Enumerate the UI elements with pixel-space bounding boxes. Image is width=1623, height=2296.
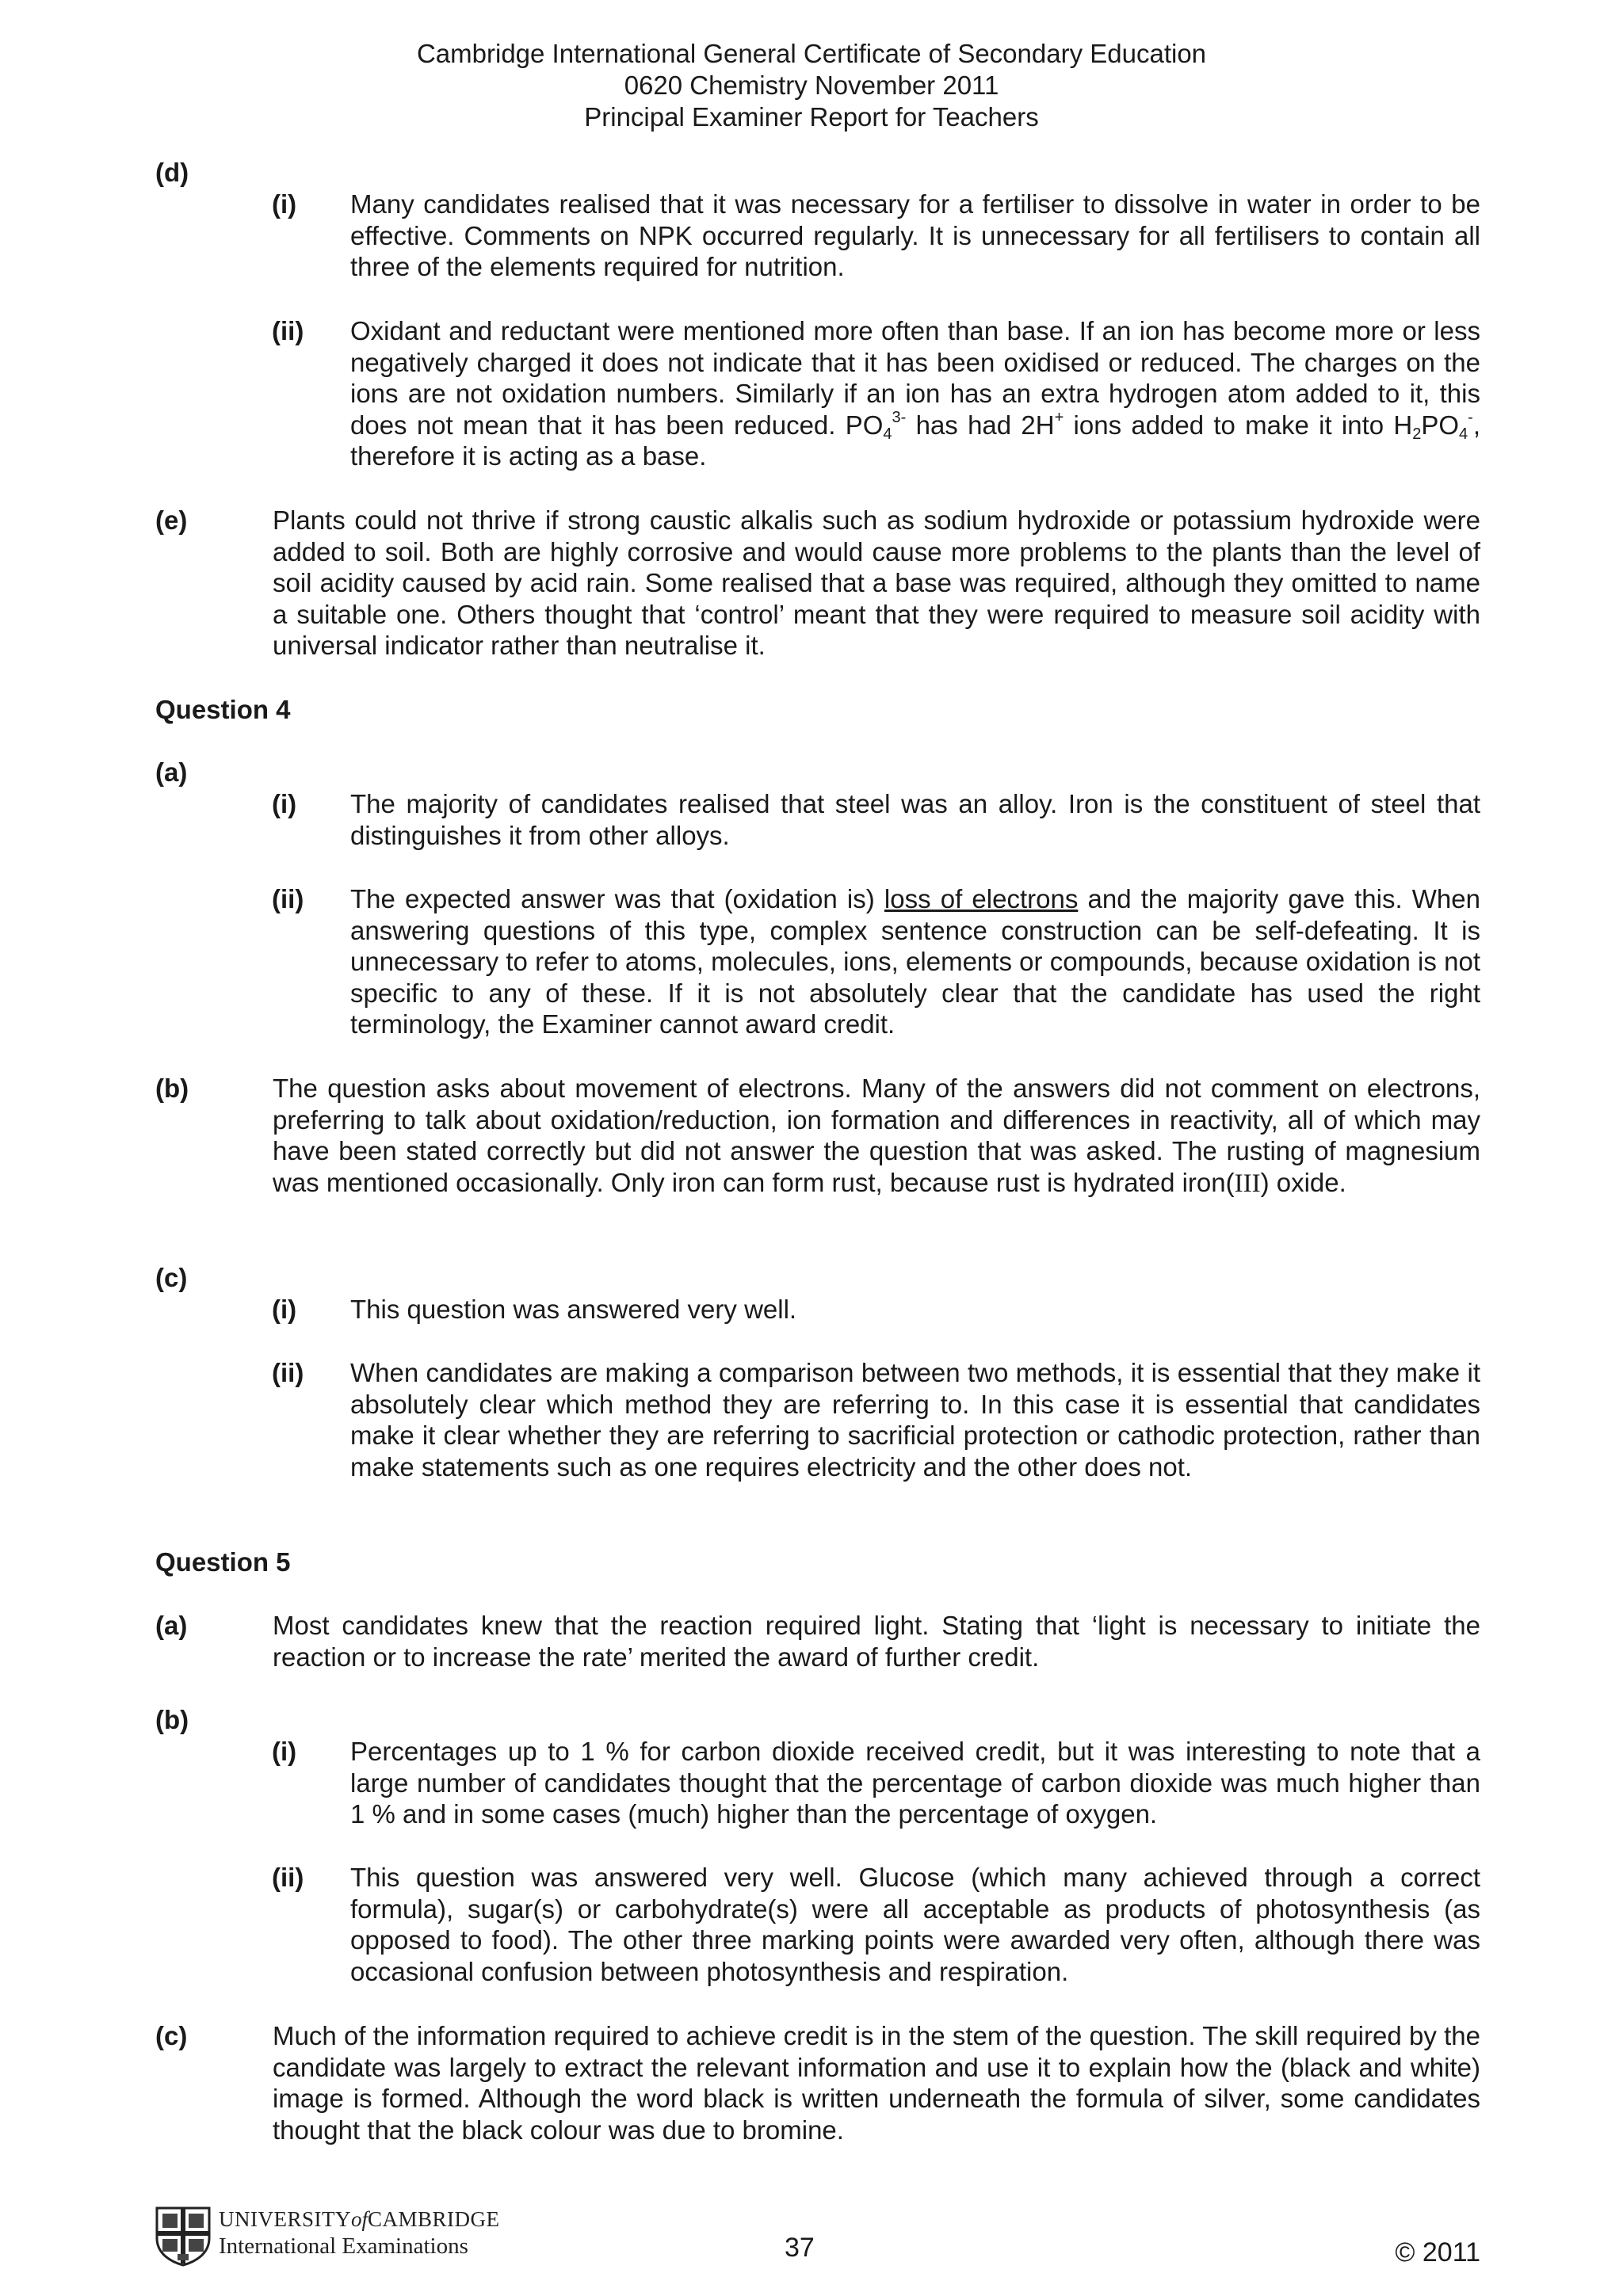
q4-a-ii-text	[350, 883, 1480, 1040]
header-line-2: 0620 Chemistry November 2011	[624, 71, 999, 100]
q5-a-label: (a)	[155, 1611, 188, 1640]
section-d-i-text: Many candidates realised that it was necessary for a fertiliser to dissolve in water in order to be effective. Comments on NPK occurred regularly. It is unnecessary for all fertilisers to contain all three of the elements required for nutrition.	[350, 189, 1480, 281]
q4-b-label: (b)	[155, 1074, 189, 1103]
d-ii-part-b: has had 2H	[906, 410, 1055, 440]
q4-b-part-b: ) oxide.	[1260, 1167, 1346, 1197]
q4-b-text	[273, 1073, 1480, 1199]
q4-c-ii-label: (ii)	[272, 1358, 304, 1387]
q5-b-i-label: (i)	[272, 1737, 297, 1766]
d-ii-part-e: , therefore it is acting as a base.	[350, 410, 1480, 471]
crest-icon	[155, 2206, 211, 2267]
cambridge-logo	[155, 2206, 500, 2271]
q5-a-text: Most candidates knew that the reaction required light. Stating that ‘light is necessary to initiate the reaction or to increase the rate’ merited the award of further credit.	[273, 1611, 1480, 1672]
q4-c-label: (c)	[155, 1263, 188, 1292]
d-ii-po4-sup: -	[1468, 408, 1473, 426]
q5-b-ii-label: (ii)	[272, 1863, 304, 1892]
d-ii-h2-sub: 2	[1412, 425, 1422, 443]
q4-b-part-a: The question asks about movement of electrons. Many of the answers did not comment on electrons, preferring to talk about oxidation/reduction, ion formation and differences in reactivity, all of which may have been stated correctly but did not answer the question that was asked. The rusting of magnesium was mentioned occasionally. Only iron can form rust, because rust is hydrated iron(	[273, 1074, 1480, 1197]
section-d-ii-text	[350, 315, 1480, 472]
logo-university: UNIVERSITY	[219, 2207, 351, 2231]
q5-c-label: (c)	[155, 2021, 188, 2050]
q4-a-ii-label: (ii)	[272, 884, 304, 913]
q4-a-i-text: The majority of candidates realised that steel was an alloy. Iron is the constituent of steel that distinguishes it from other alloys.	[350, 789, 1480, 850]
question-5-title: Question 5	[155, 1547, 291, 1577]
logo-line-1	[219, 2206, 500, 2232]
d-ii-po4-sub: 4	[1459, 425, 1468, 443]
section-e-text: Plants could not thrive if strong caustic alkalis such as sodium hydroxide or potassium hydroxide were added to soil. Both are highly corrosive and would cause more problems to the plants than the level of soil acidity caused by acid rain. Some realised that a base was required, although they omitted to name a suitable one. Others thought that ‘control’ meant that they were required to measure soil acidity with universal indicator rather than neutralise it.	[273, 505, 1480, 660]
page-number: 37	[785, 2233, 815, 2263]
q4-a-i-label: (i)	[272, 789, 297, 818]
header-line-3: Principal Examiner Report for Teachers	[584, 102, 1039, 132]
q4-a-ii-underlined: loss of electrons	[884, 884, 1079, 913]
q5-b-ii-text: This question was answered very well. Glucose (which many achieved through a correct formula), sugar(s) or carbohydrate(s) were all acceptable as products of photosynthesis (as opposed to food). The other three marking points were awarded very often, although there was occasional confusion between photosynthesis and respiration.	[350, 1863, 1480, 1986]
d-ii-h-sup: +	[1054, 408, 1064, 426]
d-ii-part-a: Oxidant and reductant were mentioned more often than base. If an ion has become more or less negatively charged it does not indicate that it has been oxidised or reduced. The charges on the ions are not oxidation numbers. Similarly if an ion has an extra hydrogen atom added to it, this does not mean that it has been reduced. PO	[350, 316, 1480, 440]
q4-a-ii-part-a: The expected answer was that (oxidation is)	[350, 884, 884, 913]
logo-cambridge: CAMBRIDGE	[368, 2207, 500, 2231]
d-ii-po-sup: 3-	[892, 408, 907, 426]
header-line-1: Cambridge International General Certificate of Secondary Education	[416, 39, 1207, 68]
logo-text	[219, 2206, 500, 2260]
page-header	[0, 38, 1623, 133]
logo-of: of	[351, 2207, 369, 2231]
section-d-ii-label: (ii)	[272, 316, 304, 345]
q5-b-i-text: Percentages up to 1 % for carbon dioxide received credit, but it was interesting to note that a large number of candidates thought that the percentage of carbon dioxide was much higher than 1 % and in some cases (much) higher than the percentage of oxygen.	[350, 1737, 1480, 1829]
copyright: © 2011	[1395, 2237, 1480, 2267]
q4-c-i-label: (i)	[272, 1295, 297, 1324]
d-ii-part-d: PO	[1421, 410, 1460, 440]
q4-a-label: (a)	[155, 757, 188, 787]
logo-line-2: International Examinations	[219, 2233, 468, 2259]
d-ii-part-c: ions added to make it into H	[1064, 410, 1413, 440]
d-ii-po-sub: 4	[883, 425, 892, 443]
q5-b-label: (b)	[155, 1705, 189, 1734]
section-e-label: (e)	[155, 505, 188, 535]
section-d-label: (d)	[155, 158, 189, 187]
q4-c-ii-text: When candidates are making a comparison between two methods, it is essential that they make it absolutely clear which method they are referring to. In this case it is essential that candidates make it clear whether they are referring to sacrificial protection or cathodic protection, rather than make statements such as one requires electricity and the other does not.	[350, 1358, 1480, 1482]
question-4-title: Question 4	[155, 695, 291, 724]
q4-b-roman: III	[1234, 1169, 1261, 1198]
q4-a-ii-part-b: and the majority gave this. When answering questions of this type, complex sentence construction can be self-defeating. It is unnecessary to refer to atoms, molecules, ions, elements or compounds, because oxidation is not specific to any of these. If it is not absolutely clear that the candidate has used the right terminology, the Examiner cannot award credit.	[350, 884, 1480, 1039]
section-d-i-label: (i)	[272, 189, 297, 219]
q4-c-i-text: This question was answered very well.	[350, 1295, 797, 1324]
q5-c-text: Much of the information required to achieve credit is in the stem of the question. The skill required by the candidate was largely to extract the relevant information and use it to explain how the (black and white) image is formed. Although the word black is written underneath the formula of silver, some candidates thought that the black colour was due to bromine.	[273, 2021, 1480, 2145]
